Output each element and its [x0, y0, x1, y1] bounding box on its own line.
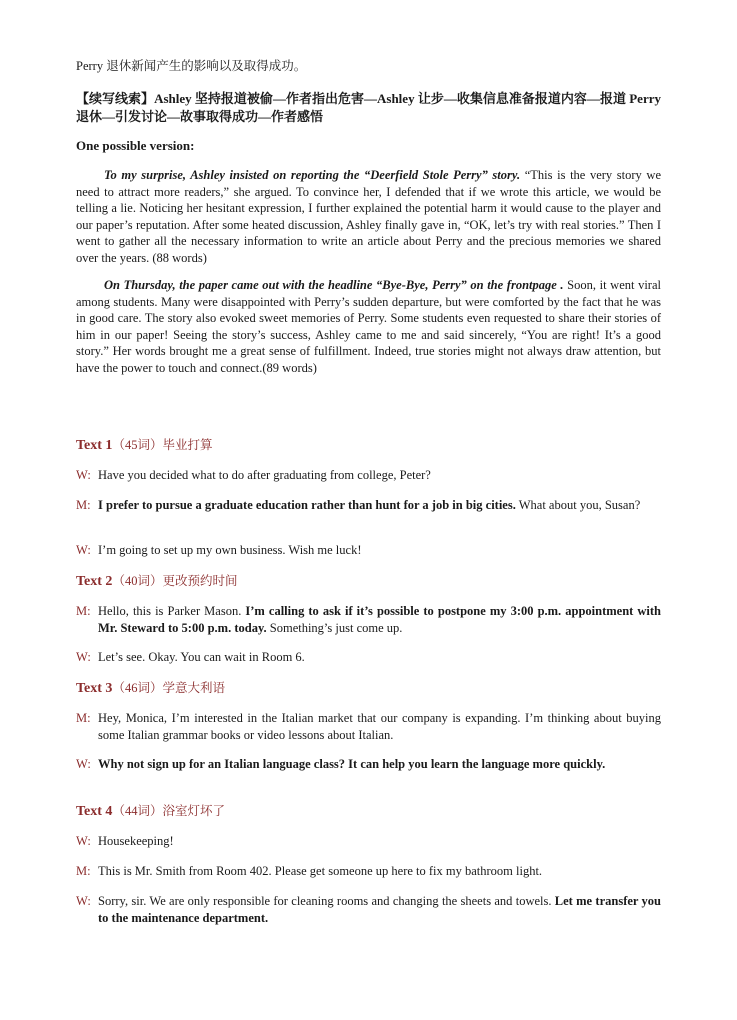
dialog-line: W: I’m going to set up my own business. Wish me luck!	[76, 543, 362, 557]
para1-lead: To my surprise, Ashley insisted on reporting the “Deerfield Stole Perry” story.	[104, 168, 521, 182]
speaker-label: W:	[76, 543, 91, 557]
speaker-label: W:	[76, 834, 91, 848]
version-heading: One possible version:	[76, 138, 195, 153]
dialog-line: M: Hello, this is Parker Mason. I’m calling to ask if it’s possible to postpone my 3:00 p.m. appointment with Mr. Steward to 5:00 p.m. today. Something’s just come up.	[76, 604, 661, 635]
essay-paragraph-2	[76, 277, 661, 376]
para1-body: “This is the very story we need to attract more readers,” she argued. To convince her, I defended that if we wrote this article, we would be telling a lie. Noticing her hesitant expression, I further explained the potential harm it would cause to the player and our paper’s reputation. After some heated discussion, Ashley finally gave in, “OK, let’s try with real stories.” Then I went to gather all the necessary information to write an article about Perry and the precious memories we shared over the years. (88 words)	[76, 168, 661, 265]
dialog-line: M: This is Mr. Smith from Room 402. Please get someone up here to fix my bathroom light.	[76, 864, 543, 878]
intro-line	[76, 58, 661, 75]
clue-label: 【续写线索】	[76, 91, 155, 106]
para2-body: Soon, it went viral among students. Many were disappointed with Perry’s sudden departure, but were comforted by the fact that he was in good care. The story also evoked sweet memories of Perry. Some students even requested to share their stories of him in our paper! Seeing the story’s success, Ashley came to me and said sincerely, “You are right! It’s a good story.” Her words brought me a great sense of fulfillment. Indeed, true stories might not always draw attention, but have the power to touch and connect.(89 words)	[76, 278, 661, 375]
text-4-title: Text 4（44词）浴室灯坏了	[76, 804, 225, 819]
dialog-line: W: Have you decided what to do after graduating from college, Peter?	[76, 468, 431, 482]
speaker-label: W:	[76, 757, 91, 771]
clue-paragraph	[76, 90, 661, 126]
speaker-label: W:	[76, 650, 91, 664]
text-2-title: Text 2（40词）更改预约时间	[76, 574, 238, 589]
dialog-line: M: Hey, Monica, I’m interested in the Italian market that our company is expanding. I’m thinking about buying some Italian grammar books or video lessons about Italian.	[76, 711, 661, 742]
essay-paragraph-1	[76, 167, 661, 266]
speaker-label: M:	[76, 498, 91, 512]
dialog-line: W: Sorry, sir. We are only responsible for cleaning rooms and changing the sheets and towels. Let me transfer you to the maintenance department.	[76, 894, 661, 925]
para2-lead: On Thursday, the paper came out with the headline “Bye-Bye, Perry” on the frontpage .	[104, 278, 564, 292]
intro-text: Perry 退休新闻产生的影响以及取得成功。	[76, 59, 307, 73]
speaker-label: M:	[76, 864, 91, 878]
dialog-line: M: I prefer to pursue a graduate education rather than hunt for a job in big cities. What about you, Susan?	[76, 498, 641, 512]
dialog-line: W: Why not sign up for an Italian language class? It can help you learn the language more quickly.	[76, 757, 606, 771]
speaker-label: M:	[76, 604, 91, 618]
text-1-title: Text 1（45词）毕业打算	[76, 438, 213, 453]
speaker-label: W:	[76, 894, 91, 908]
speaker-label: M:	[76, 711, 91, 725]
dialog-line: W: Let’s see. Okay. You can wait in Room 6.	[76, 650, 305, 664]
speaker-label: W:	[76, 468, 91, 482]
dialog-line: W: Housekeeping!	[76, 834, 174, 848]
clue-text: Ashley 坚持报道被偷—作者指出危害—Ashley 让步—收集信息准备报道内容—报道 Perry 退休—引发讨论—故事取得成功—作者感悟	[76, 91, 661, 124]
text-3-title: Text 3（46词）学意大利语	[76, 681, 225, 696]
